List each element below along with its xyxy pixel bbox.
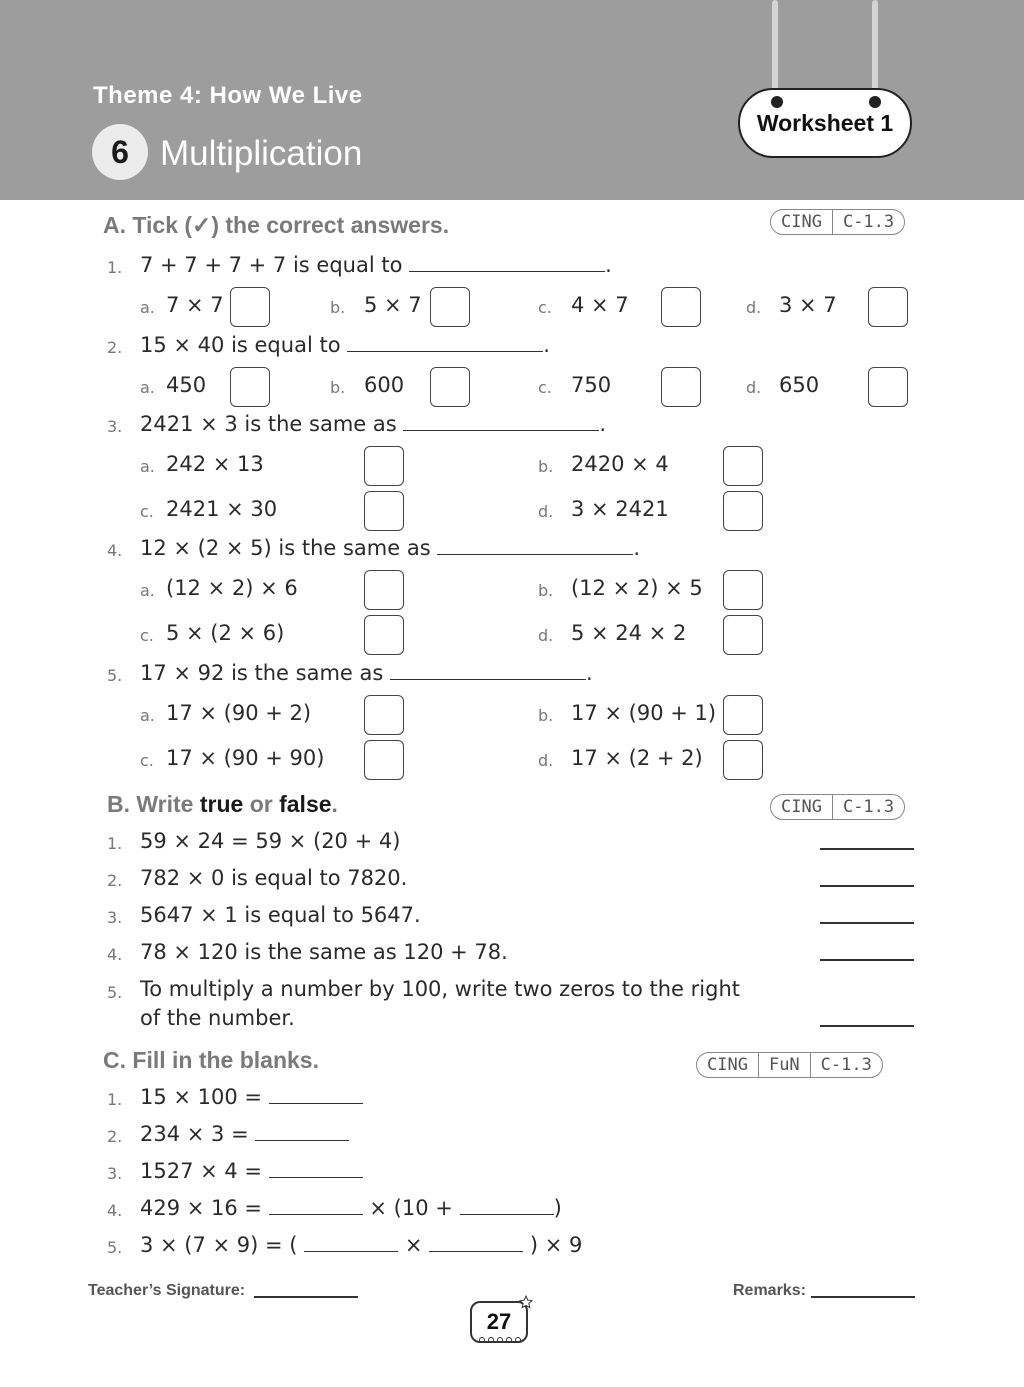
question-text: 2421 × 3 is the same as . (140, 412, 607, 436)
statement-text: 78 × 120 is the same as 120 + 78. (140, 940, 508, 964)
option-label: c. (140, 502, 154, 521)
option-text: 7 × 7 (166, 293, 224, 317)
option-text: (12 × 2) × 6 (166, 576, 298, 600)
tick-box[interactable] (723, 491, 763, 531)
question-number: 5. (107, 666, 123, 685)
answer-blank[interactable] (390, 678, 586, 680)
tick-box[interactable] (723, 446, 763, 486)
remarks-line[interactable] (811, 1296, 915, 1298)
answer-line[interactable] (820, 1025, 914, 1027)
hanging-string-left (772, 0, 778, 96)
option-label: c. (538, 298, 552, 317)
fill-question: 234 × 3 = (140, 1122, 349, 1146)
option-label: c. (538, 378, 552, 397)
remarks-label: Remarks: (733, 1282, 806, 1299)
tick-box[interactable] (364, 446, 404, 486)
dots-decoration-icon (478, 1336, 522, 1344)
option-text: 2420 × 4 (571, 452, 669, 476)
question-number: 4. (107, 945, 123, 964)
option-label: d. (746, 298, 762, 317)
tick-box[interactable] (364, 570, 404, 610)
theme-title: Theme 4: How We Live (93, 82, 363, 109)
option-label: d. (538, 751, 554, 770)
answer-line[interactable] (820, 848, 914, 850)
question-number: 3. (107, 908, 123, 927)
fill-blank[interactable] (429, 1250, 523, 1252)
page-header (0, 0, 1024, 200)
answer-blank[interactable] (409, 270, 605, 272)
answer-line[interactable] (820, 959, 914, 961)
fill-blank[interactable] (269, 1213, 363, 1215)
star-icon (519, 1295, 533, 1309)
tick-box[interactable] (364, 491, 404, 531)
question-number: 5. (107, 1238, 123, 1257)
tick-box[interactable] (661, 367, 701, 407)
question-number: 5. (107, 983, 123, 1002)
fill-blank[interactable] (269, 1176, 363, 1178)
tick-box[interactable] (430, 367, 470, 407)
fill-blank[interactable] (269, 1102, 363, 1104)
tag-cing: CING (707, 1055, 748, 1075)
option-text: 750 (571, 373, 612, 397)
tick-box[interactable] (723, 570, 763, 610)
option-label: a. (140, 706, 155, 725)
chapter-title: Multiplication (160, 134, 363, 173)
answer-line[interactable] (820, 922, 914, 924)
option-text: (12 × 2) × 5 (571, 576, 703, 600)
chapter-number: 6 (92, 124, 148, 180)
question-text: 12 × (2 × 5) is the same as . (140, 536, 641, 560)
tick-box[interactable] (230, 287, 270, 327)
question-number: 2. (107, 1127, 123, 1146)
option-text: 242 × 13 (166, 452, 264, 476)
tick-box[interactable] (723, 695, 763, 735)
tick-box[interactable] (364, 695, 404, 735)
statement-text: 5647 × 1 is equal to 5647. (140, 903, 421, 927)
answer-blank[interactable] (347, 350, 543, 352)
section-a-heading: A. Tick (✓) the correct answers. (103, 212, 450, 238)
option-text: 5 × (2 × 6) (166, 621, 285, 645)
tick-box[interactable] (723, 740, 763, 780)
fill-blank[interactable] (255, 1139, 349, 1141)
tick-box[interactable] (868, 287, 908, 327)
question-number: 2. (107, 338, 123, 357)
tick-box[interactable] (661, 287, 701, 327)
question-number: 1. (107, 258, 123, 277)
tag-cing: CING (781, 797, 822, 817)
option-text: 3 × 7 (779, 293, 837, 317)
option-label: b. (538, 706, 554, 725)
tag-cing: CING (781, 212, 822, 232)
option-label: c. (140, 626, 154, 645)
option-text: 17 × (90 + 2) (166, 701, 312, 725)
tick-box[interactable] (364, 740, 404, 780)
tag-code: C-1.3 (810, 1053, 882, 1077)
option-label: b. (330, 378, 346, 397)
answer-blank[interactable] (403, 429, 599, 431)
tick-box[interactable] (430, 287, 470, 327)
option-text: 5 × 7 (364, 293, 422, 317)
question-number: 2. (107, 871, 123, 890)
section-c-heading: C. Fill in the blanks. (103, 1047, 319, 1073)
question-text: 7 + 7 + 7 + 7 is equal to . (140, 253, 612, 277)
fill-question: 1527 × 4 = (140, 1159, 363, 1183)
fill-question: 429 × 16 = × (10 + ) (140, 1196, 562, 1220)
statement-text-continued: of the number. (140, 1006, 295, 1030)
section-a-tags (770, 209, 905, 235)
tag-code: C-1.3 (832, 795, 904, 819)
fill-question: 3 × (7 × 9) = ( × ) × 9 (140, 1233, 583, 1257)
section-c-tags (696, 1052, 883, 1078)
badge-hole-left (771, 96, 783, 108)
tag-fun: FuN (758, 1053, 810, 1077)
section-b-tags (770, 794, 905, 820)
fill-blank[interactable] (460, 1213, 554, 1215)
statement-text: To multiply a number by 100, write two zeros to the right (140, 977, 740, 1001)
fill-blank[interactable] (304, 1250, 398, 1252)
hanging-string-right (872, 0, 878, 96)
option-label: d. (538, 626, 554, 645)
option-label: c. (140, 751, 154, 770)
question-number: 1. (107, 1090, 123, 1109)
tick-box[interactable] (364, 615, 404, 655)
section-b-heading: B. Write true or false. (107, 791, 338, 817)
question-number: 4. (107, 1201, 123, 1220)
question-number: 4. (107, 541, 123, 560)
question-number: 1. (107, 834, 123, 853)
fill-question: 15 × 100 = (140, 1085, 363, 1109)
question-text: 17 × 92 is the same as . (140, 661, 593, 685)
option-label: d. (746, 378, 762, 397)
statement-text: 59 × 24 = 59 × (20 + 4) (140, 829, 401, 853)
option-text: 5 × 24 × 2 (571, 621, 687, 645)
page-number: 27 (470, 1301, 528, 1343)
tag-code: C-1.3 (832, 210, 904, 234)
option-label: d. (538, 502, 554, 521)
worksheet-badge: Worksheet 1 (738, 88, 912, 158)
option-label: a. (140, 581, 155, 600)
option-text: 17 × (90 + 90) (166, 746, 325, 770)
option-text: 650 (779, 373, 820, 397)
statement-text: 782 × 0 is equal to 7820. (140, 866, 408, 890)
option-text: 600 (364, 373, 405, 397)
teacher-signature-label: Teacher’s Signature: (88, 1282, 246, 1299)
question-number: 3. (107, 1164, 123, 1183)
answer-line[interactable] (820, 885, 914, 887)
tick-box[interactable] (723, 615, 763, 655)
option-label: b. (538, 457, 554, 476)
option-label: a. (140, 457, 155, 476)
answer-blank[interactable] (437, 553, 633, 555)
option-text: 2421 × 30 (166, 497, 278, 521)
option-label: a. (140, 378, 155, 397)
tick-box[interactable] (230, 367, 270, 407)
question-text: 15 × 40 is equal to . (140, 333, 550, 357)
badge-hole-right (869, 96, 881, 108)
option-text: 17 × (2 + 2) (571, 746, 703, 770)
teacher-signature-line[interactable] (254, 1296, 358, 1298)
option-text: 4 × 7 (571, 293, 629, 317)
option-label: b. (538, 581, 554, 600)
option-label: b. (330, 298, 346, 317)
option-text: 3 × 2421 (571, 497, 669, 521)
option-text: 17 × (90 + 1) (571, 701, 717, 725)
tick-box[interactable] (868, 367, 908, 407)
option-label: a. (140, 298, 155, 317)
option-text: 450 (166, 373, 207, 397)
question-number: 3. (107, 417, 123, 436)
